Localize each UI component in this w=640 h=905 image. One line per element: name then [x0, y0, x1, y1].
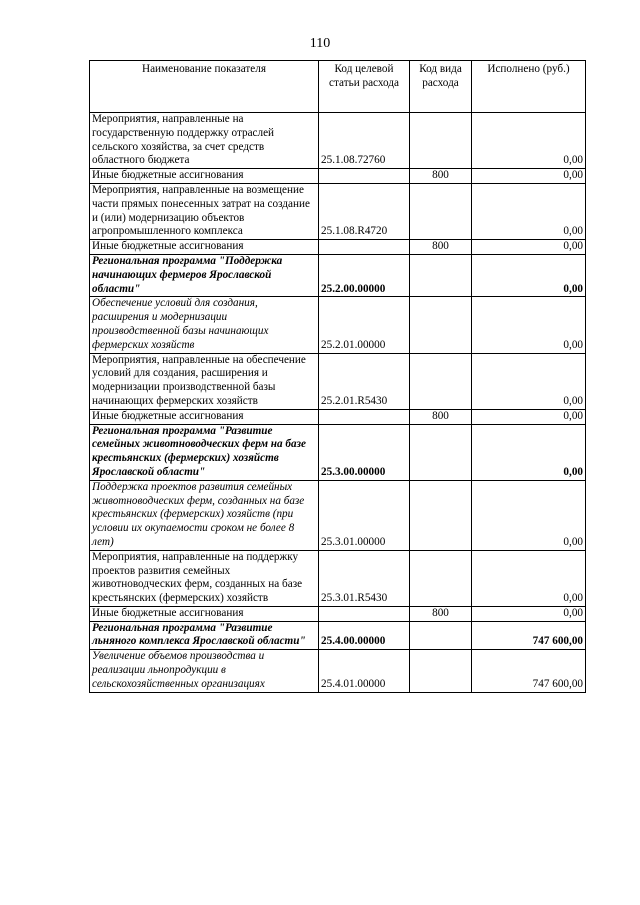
executed-amount-cell: 0,00 [472, 254, 586, 296]
indicator-name-cell: Региональная программа "Поддержка начинающих фермеров Ярославской области" [90, 254, 319, 296]
executed-amount-cell: 0,00 [472, 424, 586, 480]
target-code-cell [319, 606, 410, 621]
indicator-name-cell: Иные бюджетные ассигнования [90, 606, 319, 621]
executed-amount-cell: 0,00 [472, 297, 586, 353]
table-row [90, 650, 586, 692]
kind-code-cell [410, 183, 472, 239]
table-row [90, 183, 586, 239]
target-code-cell [319, 409, 410, 424]
header-indicator-name: Наименование показателя [90, 61, 319, 113]
target-code-cell [319, 240, 410, 255]
target-code-cell: 25.3.01.00000 [319, 480, 410, 550]
executed-amount-cell: 0,00 [472, 240, 586, 255]
table-row [90, 113, 586, 169]
table-row [90, 353, 586, 409]
indicator-name-cell: Региональная программа "Развитие семейных животноводческих ферм на базе крестьянских (фермерских) хозяйств Ярославской области" [90, 424, 319, 480]
table-row [90, 254, 586, 296]
kind-code-cell [410, 480, 472, 550]
kind-code-cell [410, 297, 472, 353]
table-row [90, 169, 586, 184]
kind-code-cell [410, 424, 472, 480]
budget-execution-table [89, 60, 586, 693]
indicator-name-cell: Иные бюджетные ассигнования [90, 409, 319, 424]
executed-amount-cell: 0,00 [472, 113, 586, 169]
indicator-name-cell: Региональная программа "Развитие льняного комплекса Ярославской области" [90, 621, 319, 650]
table-row [90, 621, 586, 650]
table-body [90, 113, 586, 693]
kind-code-cell [410, 550, 472, 606]
indicator-name-cell: Мероприятия, направленные на государственную поддержку отраслей сельского хозяйства, за счет средств областного бюджета [90, 113, 319, 169]
table-row [90, 550, 586, 606]
kind-code-cell: 800 [410, 169, 472, 184]
target-code-cell: 25.2.00.00000 [319, 254, 410, 296]
table-row [90, 480, 586, 550]
executed-amount-cell: 0,00 [472, 353, 586, 409]
executed-amount-cell: 0,00 [472, 409, 586, 424]
executed-amount-cell: 0,00 [472, 480, 586, 550]
executed-amount-cell: 0,00 [472, 169, 586, 184]
executed-amount-cell: 0,00 [472, 606, 586, 621]
header-target-code: Код целевой статьи расхода [319, 61, 410, 113]
kind-code-cell: 800 [410, 240, 472, 255]
kind-code-cell: 800 [410, 606, 472, 621]
indicator-name-cell: Обеспечение условий для создания, расширения и модернизации производственной базы начинающих фермерских хозяйств [90, 297, 319, 353]
kind-code-cell [410, 254, 472, 296]
table-row [90, 606, 586, 621]
indicator-name-cell: Мероприятия, направленные на возмещение части прямых понесенных затрат на создание и (или) модернизацию объектов агропромышленного комплекса [90, 183, 319, 239]
indicator-name-cell: Мероприятия, направленные на обеспечение условий для создания, расширения и модернизации производственной базы начинающих фермерских хозяйств [90, 353, 319, 409]
table-row [90, 409, 586, 424]
header-kind-code: Код вида расхода [410, 61, 472, 113]
indicator-name-cell: Иные бюджетные ассигнования [90, 240, 319, 255]
kind-code-cell [410, 650, 472, 692]
target-code-cell [319, 169, 410, 184]
kind-code-cell [410, 113, 472, 169]
indicator-name-cell: Иные бюджетные ассигнования [90, 169, 319, 184]
header-executed: Исполнено (руб.) [472, 61, 586, 113]
target-code-cell: 25.2.01.R5430 [319, 353, 410, 409]
table-row [90, 240, 586, 255]
page-number: 110 [309, 36, 331, 51]
target-code-cell: 25.4.00.00000 [319, 621, 410, 650]
target-code-cell: 25.1.08.72760 [319, 113, 410, 169]
executed-amount-cell: 0,00 [472, 183, 586, 239]
target-code-cell: 25.2.01.00000 [319, 297, 410, 353]
kind-code-cell [410, 353, 472, 409]
table-header-row [90, 61, 586, 113]
target-code-cell: 25.3.00.00000 [319, 424, 410, 480]
table-row [90, 424, 586, 480]
kind-code-cell: 800 [410, 409, 472, 424]
executed-amount-cell: 747 600,00 [472, 621, 586, 650]
executed-amount-cell: 0,00 [472, 550, 586, 606]
indicator-name-cell: Увеличение объемов производства и реализации льнопродукции в сельскохозяйственных организациях [90, 650, 319, 692]
executed-amount-cell: 747 600,00 [472, 650, 586, 692]
target-code-cell: 25.4.01.00000 [319, 650, 410, 692]
table-row [90, 297, 586, 353]
target-code-cell: 25.3.01.R5430 [319, 550, 410, 606]
indicator-name-cell: Мероприятия, направленные на поддержку проектов развития семейных животноводческих ферм, созданных на базе крестьянских (фермерских) хозяйств [90, 550, 319, 606]
kind-code-cell [410, 621, 472, 650]
indicator-name-cell: Поддержка проектов развития семейных животноводческих ферм, созданных на базе крестьянских (фермерских) хозяйств (при условии их окупаемости сроком не более 8 лет) [90, 480, 319, 550]
target-code-cell: 25.1.08.R4720 [319, 183, 410, 239]
